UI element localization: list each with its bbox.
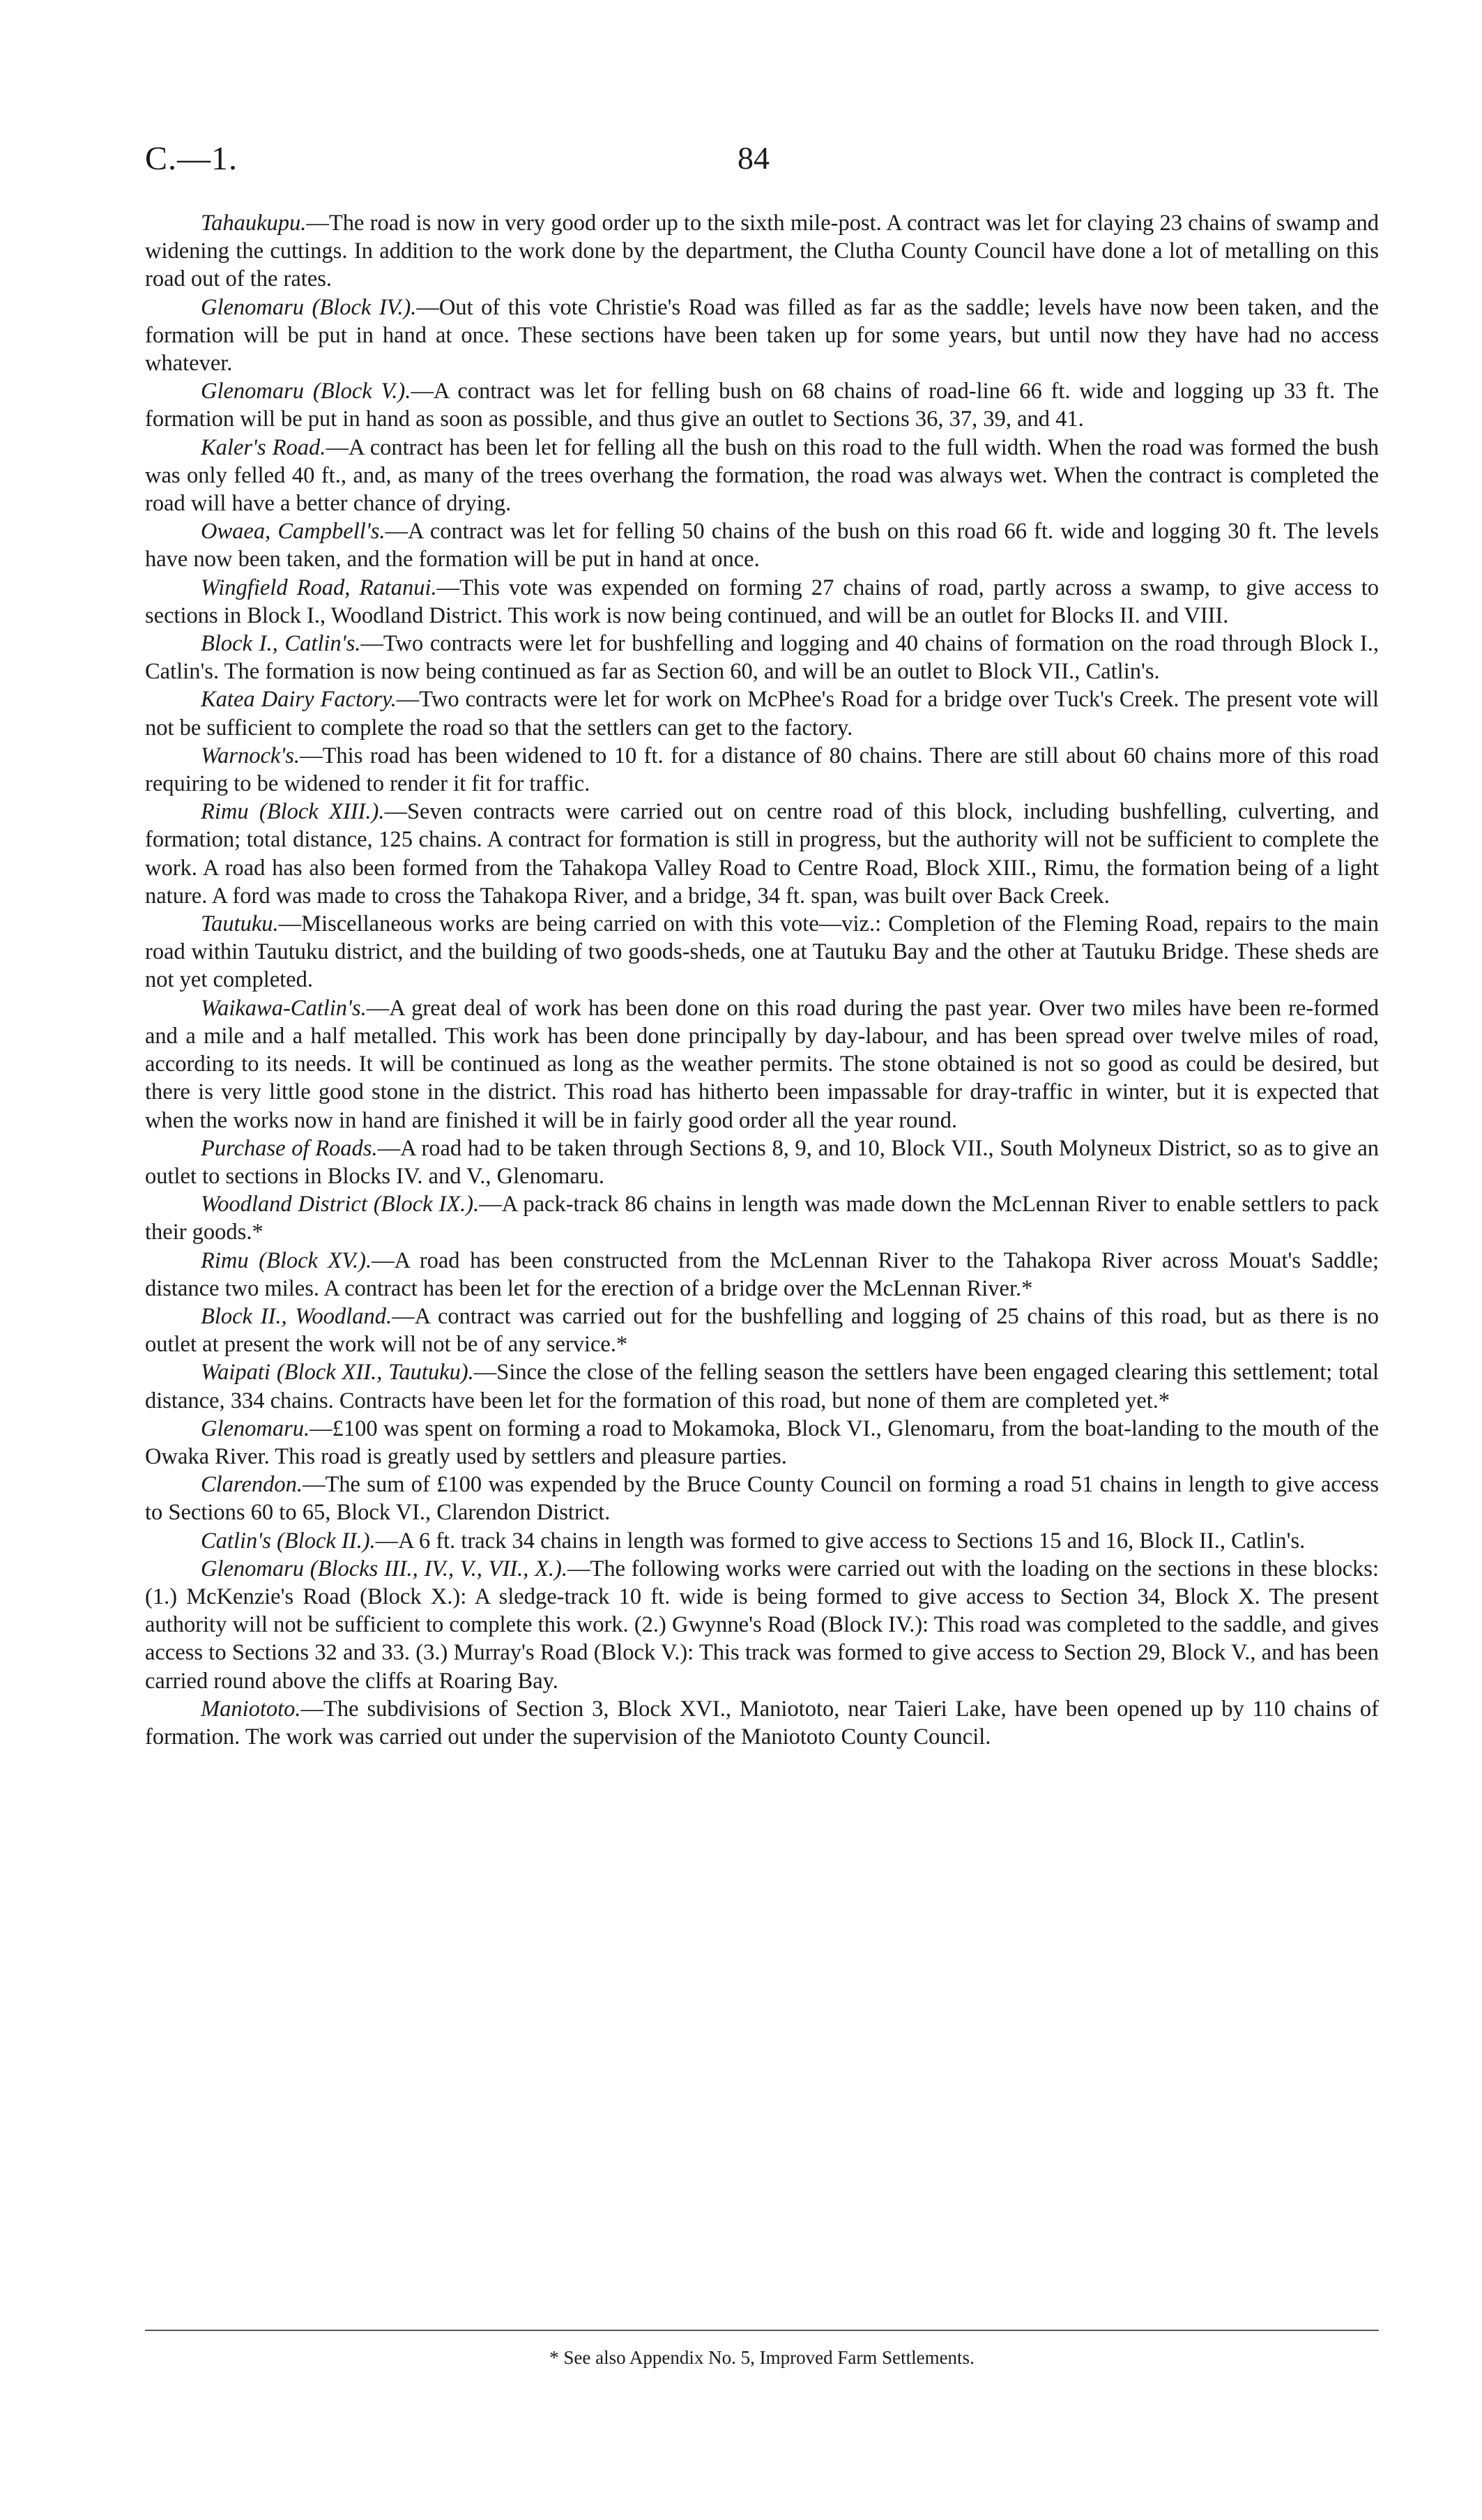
paragraph-text: —Miscellaneous works are being carried on with this vote—viz.: Completion of the Fleming Road, repairs to the main road within Tautuku district, and the building of two goods-sheds, one at Tautuku Bay and the other at Tautuku Bridge. These sheds are not yet completed. xyxy=(145,911,1379,993)
paragraph-text: —A contract was let for felling bush on 68 chains of road-line 66 ft. wide and logging up 33 ft. The formation will be put in hand as soon as possible, and thus give an outlet to Sections 36, 37, 39, and 41. xyxy=(145,379,1380,432)
paragraph-title: Glenomaru. xyxy=(201,1415,310,1441)
paragraph-text: —The road is now in very good order up to the sixth mile-post. A contract was let for claying 23 chains of swamp and widening the cuttings. In addition to the work done by the department, the Clutha County Council have done a lot of metalling on this road out of the rates. xyxy=(145,211,1379,292)
paragraph-title: Purchase of Roads. xyxy=(201,1135,378,1161)
paragraph-purchase-of-roads xyxy=(145,1134,1379,1190)
document-reference: C.—1. xyxy=(145,140,238,177)
paragraph-glenomaru-block-iv xyxy=(145,294,1379,378)
paragraph-title: Tautuku. xyxy=(201,911,279,937)
paragraph-clarendon xyxy=(145,1471,1379,1526)
paragraph-text: —A pack-track 86 chains in length was made down the McLennan River to enable settlers to pack their goods.* xyxy=(145,1192,1379,1245)
paragraph-waikawa-catlins xyxy=(145,994,1379,1134)
paragraph-tautuku xyxy=(145,910,1379,994)
paragraph-text: —Out of this vote Christie's Road was filled as far as the saddle; levels have now been taken, and the formation will be put in hand at once. These sections have been taken up for some years, but until now they have had no access whatever. xyxy=(145,294,1379,377)
paragraph-text: —£100 was spent on forming a road to Mokamoka, Block VI., Glenomaru, from the boat-landing to the mouth of the Owaka River. This road is greatly used by settlers and pleasure parties. xyxy=(145,1415,1379,1469)
paragraph-title: Tahaukupu. xyxy=(201,211,307,236)
paragraph-title: Warnock's. xyxy=(201,743,300,768)
paragraph-text: —A road had to be taken through Sections 8, 9, and 10, Block VII., South Molyneux District, so as to give an outlet to sections in Blocks IV. and V., Glenomaru. xyxy=(145,1135,1380,1189)
paragraph-text: —The subdivisions of Section 3, Block XVI., Maniototo, near Taieri Lake, have been opened up by 110 chains of formation. The work was carried out under the supervision of the Maniototo County Council. xyxy=(145,1696,1379,1749)
report-body xyxy=(145,209,1379,1751)
paragraph-title: Woodland District (Block IX.). xyxy=(201,1192,480,1217)
paragraph-title: Kaler's Road. xyxy=(201,434,326,460)
paragraph-waipati xyxy=(145,1358,1379,1414)
paragraph-text: —Seven contracts were carried out on centre road of this block, including bushfelling, culverting, and formation; total distance, 125 chains. A contract for formation is still in progress, but the authority will not be sufficient to complete the work. A road has also been formed from the Tahakopa Valley Road to Centre Road, Block XIII., Rimu, the formation being of a light nature. A ford was made to cross the Tahakopa River, and a bridge, 34 ft. span, was built over Back Creek. xyxy=(145,799,1379,909)
paragraph-title: Wingfield Road, Ratanui. xyxy=(201,575,437,600)
paragraph-kalers-road xyxy=(145,434,1379,518)
paragraph-wingfield-road xyxy=(145,574,1379,630)
paragraph-text: —Two contracts were let for bushfelling and logging and 40 chains of formation on the road through Block I., Catlin's. The formation is now being continued as far as Section 60, and will be an outlet to Block VII., Catlin's. xyxy=(145,631,1379,685)
paragraph-text: —A 6 ft. track 34 chains in length was formed to give access to Sections 15 and 16, Block II., Catlin's. xyxy=(375,1528,1306,1554)
paragraph-catlins-block-ii xyxy=(145,1527,1379,1555)
paragraph-title: Owaea, Campbell's. xyxy=(201,519,385,545)
paragraph-text: —Since the close of the felling season the settlers have been engaged clearing this settlement; total distance, 334 chains. Contracts have been let for the formation of this road, but none of them are completed yet.* xyxy=(145,1360,1379,1413)
paragraph-katea-dairy-factory xyxy=(145,685,1379,741)
paragraph-title: Block II., Woodland. xyxy=(201,1303,392,1329)
paragraph-text: —A road has been constructed from the McLennan River to the Tahakopa River across Mouat's Saddle; distance two miles. A contract has been let for the erection of a bridge over the McLennan River.* xyxy=(145,1247,1380,1301)
paragraph-title: Katea Dairy Factory. xyxy=(201,687,397,713)
paragraph-title: Waipati (Block XII., Tautuku). xyxy=(201,1360,474,1386)
paragraph-maniototo xyxy=(145,1695,1379,1751)
paragraph-tahaukupu xyxy=(145,209,1379,294)
page-number: 84 xyxy=(738,140,770,176)
paragraph-title: Clarendon. xyxy=(201,1472,303,1498)
paragraph-rimu-block-xiii xyxy=(145,798,1379,910)
paragraph-woodland-district xyxy=(145,1190,1379,1246)
paragraph-text: —A great deal of work has been done on this road during the past year. Over two miles have been re-formed and a mile and a half metalled. This work has been done principally by day-labour, and has been spread over twelve miles of road, according to its needs. It will be continued as long as the weather permits. The stone obtained is not so good as could be desired, but there is very little good stone in the district. This road has hitherto been impassable for dray-traffic in winter, but it is expected that when the works now in hand are finished it will be in fairly good order all the year round. xyxy=(145,995,1379,1133)
footnote: * See also Appendix No. 5, Improved Farm Settlements. xyxy=(549,2347,975,2368)
paragraph-text: —A contract was let for felling 50 chains of the bush on this road 66 ft. wide and logging 30 ft. The levels have now been taken, and the formation will be put in hand at once. xyxy=(145,519,1379,572)
paragraph-block-ii-woodland xyxy=(145,1303,1379,1358)
paragraph-glenomaru-blocks xyxy=(145,1555,1379,1695)
paragraph-glenomaru xyxy=(145,1415,1379,1471)
paragraph-text: —A contract was carried out for the bushfelling and logging of 25 chains of this road, but as there is no outlet at present the work will not be of any service.* xyxy=(145,1303,1379,1358)
paragraph-text: —The following works were carried out with the loading on the sections in these blocks: (1.) McKenzie's Road (Block X.): A sledge-track 10 ft. wide is being formed to give access to Section 34, Block X. The present authority will not be sufficient to complete this work. (2.) Gwynne's Road (Block IV.): This road was completed to the saddle, and gives access to Sections 32 and 33. (3.) Murray's Road (Block V.): This track was formed to give access to Section 29, Block V., and has been carried round above the cliffs at Roaring Bay. xyxy=(145,1556,1379,1694)
paragraph-title: Glenomaru (Block V.). xyxy=(201,379,411,404)
paragraph-title: Maniototo. xyxy=(201,1696,301,1722)
paragraph-title: Block I., Catlin's. xyxy=(201,631,361,657)
paragraph-title: Rimu (Block XIII.). xyxy=(201,799,385,825)
footnote-divider xyxy=(145,2330,1379,2331)
paragraph-text: —Two contracts were let for work on McPhee's Road for a bridge over Tuck's Creek. The present vote will not be sufficient to complete the road so that the settlers can get to the factory. xyxy=(145,687,1379,741)
paragraph-text: —The sum of £100 was expended by the Bruce County Council on forming a road 51 chains in length to give access to Sections 60 to 65, Block VI., Clarendon District. xyxy=(145,1472,1379,1526)
paragraph-text: —This vote was expended on forming 27 chains of road, partly across a swamp, to give access to sections in Block I., Woodland District. This work is now being continued, and will be an outlet for Blocks II. and VIII. xyxy=(145,575,1379,628)
paragraph-title: Glenomaru (Blocks III., IV., V., VII., X.). xyxy=(201,1556,568,1581)
paragraph-block-i-catlins xyxy=(145,630,1379,685)
page-header xyxy=(145,139,1379,188)
paragraph-glenomaru-block-v xyxy=(145,377,1379,433)
paragraph-title: Glenomaru (Block IV.). xyxy=(201,294,417,320)
paragraph-text: —This road has been widened to 10 ft. for a distance of 80 chains. There are still about 60 chains more of this road requiring to be widened to render it fit for traffic. xyxy=(145,743,1379,797)
paragraph-title: Rimu (Block XV.). xyxy=(201,1247,372,1273)
paragraph-title: Catlin's (Block II.). xyxy=(201,1528,376,1554)
paragraph-rimu-block-xv xyxy=(145,1247,1379,1303)
paragraph-title: Waikawa-Catlin's. xyxy=(201,995,367,1021)
paragraph-warnocks xyxy=(145,742,1379,798)
paragraph-text: —A contract has been let for felling all the bush on this road to the full width. When the road was formed the bush was only felled 40 ft., and, as many of the trees overhang the formation, the road was always wet. When the contract is completed the road will have a better chance of drying. xyxy=(145,434,1379,517)
paragraph-owaea-campbells xyxy=(145,517,1379,573)
